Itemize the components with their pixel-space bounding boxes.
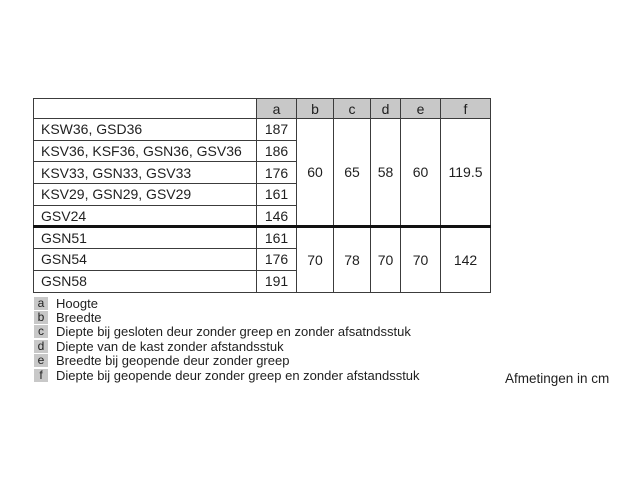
legend-key-f: f xyxy=(34,369,48,382)
column-header-e: e xyxy=(401,99,441,119)
value-cell-b-group1: 60 xyxy=(297,119,334,227)
legend-item-e xyxy=(34,354,420,368)
table-row-group2-start xyxy=(34,227,491,249)
column-header-f: f xyxy=(441,99,491,119)
value-cell-a: 176 xyxy=(257,249,297,271)
value-cell-a: 161 xyxy=(257,227,297,249)
legend-key-d: d xyxy=(34,340,48,353)
legend-item-d xyxy=(34,339,420,353)
models-cell: GSN58 xyxy=(34,270,257,292)
models-header-cell-empty xyxy=(34,99,257,119)
models-cell: GSN54 xyxy=(34,249,257,271)
legend-item-a xyxy=(34,296,420,310)
legend-item-b xyxy=(34,310,420,324)
legend-label-d: Diepte van de kast zonder afstandsstuk xyxy=(56,338,284,354)
value-cell-a: 146 xyxy=(257,205,297,227)
legend-item-f xyxy=(34,368,420,382)
value-cell-f-group1: 119.5 xyxy=(441,119,491,227)
legend-key-e: e xyxy=(34,354,48,367)
column-header-c: c xyxy=(334,99,371,119)
legend-key-b: b xyxy=(34,311,48,324)
value-cell-f-group2: 142 xyxy=(441,227,491,292)
models-cell: KSV36, KSF36, GSN36, GSV36 xyxy=(34,140,257,162)
models-cell: GSN51 xyxy=(34,227,257,249)
value-cell-a: 186 xyxy=(257,140,297,162)
legend-key-a: a xyxy=(34,297,48,310)
value-cell-c-group2: 78 xyxy=(334,227,371,292)
table-header-row xyxy=(34,99,491,119)
value-cell-e-group2: 70 xyxy=(401,227,441,292)
legend-label-e: Breedte bij geopende deur zonder greep xyxy=(56,353,290,369)
legend-key-c: c xyxy=(34,325,48,338)
value-cell-d-group1: 58 xyxy=(371,119,401,227)
legend-label-a: Hoogte xyxy=(56,295,98,311)
legend xyxy=(34,296,420,382)
value-cell-a: 176 xyxy=(257,162,297,184)
dimensions-table xyxy=(33,98,491,293)
models-cell: KSW36, GSD36 xyxy=(34,119,257,141)
value-cell-e-group1: 60 xyxy=(401,119,441,227)
models-cell: KSV33, GSN33, GSV33 xyxy=(34,162,257,184)
value-cell-b-group2: 70 xyxy=(297,227,334,292)
value-cell-d-group2: 70 xyxy=(371,227,401,292)
legend-item-c xyxy=(34,325,420,339)
table-row xyxy=(34,119,491,141)
models-cell: KSV29, GSN29, GSV29 xyxy=(34,184,257,206)
legend-label-b: Breedte xyxy=(56,310,102,326)
value-cell-a: 191 xyxy=(257,270,297,292)
column-header-a: a xyxy=(257,99,297,119)
value-cell-a: 187 xyxy=(257,119,297,141)
units-note: Afmetingen in cm xyxy=(505,371,610,386)
value-cell-a: 161 xyxy=(257,184,297,206)
value-cell-c-group1: 65 xyxy=(334,119,371,227)
models-cell: GSV24 xyxy=(34,205,257,227)
column-header-d: d xyxy=(371,99,401,119)
legend-label-f: Diepte bij geopende deur zonder greep en zonder afstandsstuk xyxy=(56,367,420,383)
column-header-b: b xyxy=(297,99,334,119)
legend-label-c: Diepte bij gesloten deur zonder greep en zonder afsatndsstuk xyxy=(56,324,411,340)
